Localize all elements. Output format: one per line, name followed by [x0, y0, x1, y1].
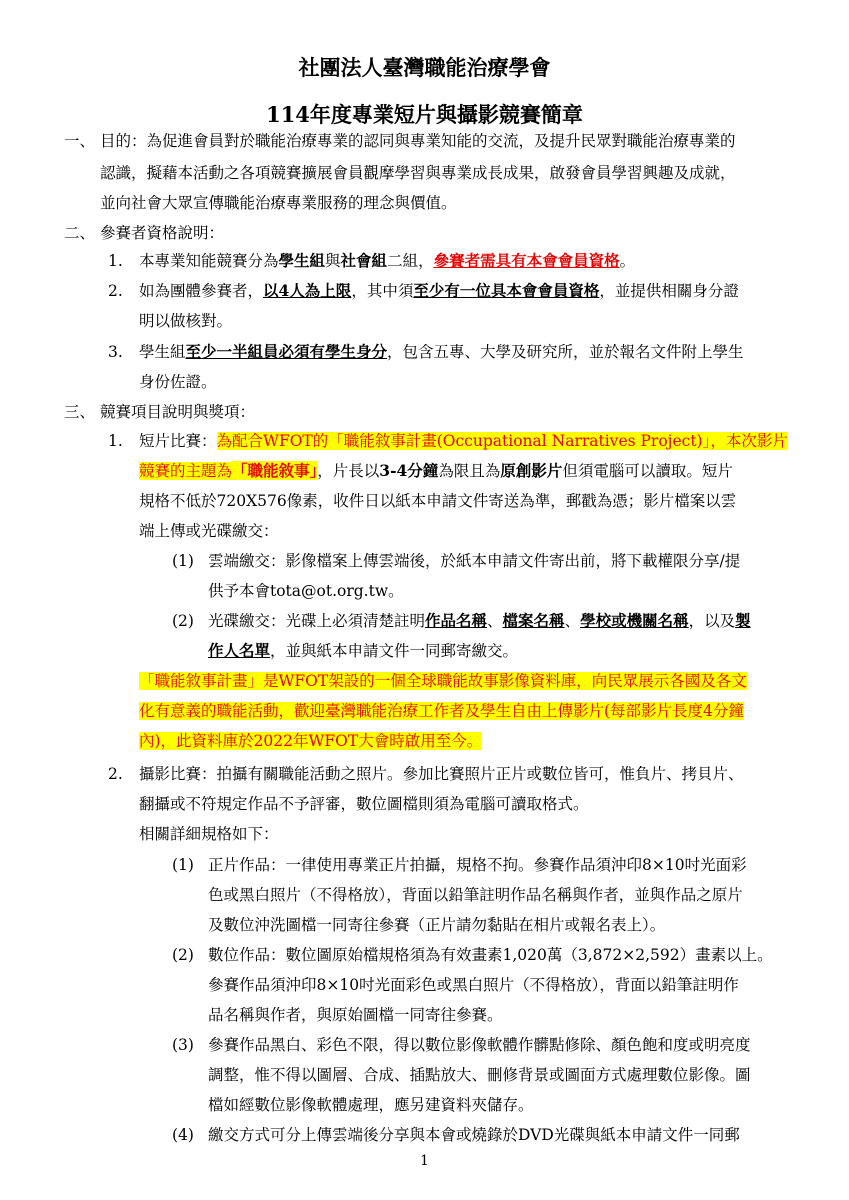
org-title: 社團法人臺灣職能治療學會 [298, 55, 551, 80]
theme-label: 「職能敘事」 [232, 461, 318, 480]
list-item-cont: 端上傳或光碟繳交： [139, 522, 279, 540]
sub-item-cont: 調整，惟不得以圖層、合成、插點放大、刪修背景或圖面方式處理數位影像。圖 [208, 1066, 751, 1084]
section-1-label: 一、 [64, 132, 96, 150]
list-item: 攝影比賽：拍攝有關職能活動之照片。參加比賽照片正片或數位皆可，惟負片、拷貝片、 [139, 765, 744, 783]
sub-item-cont: 色或黑白照片（不得格放），背面以鉛筆註明作品名稱與作者，並與作品之原片 [208, 886, 743, 904]
sub-item-cont: 供予本會tota@ot.org.tw。 [208, 582, 404, 600]
wfot-note: 化有意義的職能活動，歡迎臺灣職能治療工作者及學生自由上傳影片(每部影片長度4分鐘 [139, 702, 744, 720]
section-1-line: 並向社會大眾宣傳職能治療專業服務的理念與價值。 [100, 194, 457, 212]
list-item-cont: 規格不低於720X576像素，收件日以紙本申請文件寄送為準，郵戳為憑；影片檔案以雲 [139, 492, 737, 510]
list-item-cont: 身份佐證。 [139, 373, 217, 391]
sub-item: 參賽作品黑白、彩色不限，得以數位影像軟體作髒點修除、顏色飽和度或明亮度 [208, 1036, 751, 1054]
list-item: 本專業知能競賽分為學生組與社會組二組，參賽者需具有本會會員資格。 [139, 251, 636, 270]
sub-item-number: (1) [172, 552, 194, 570]
sub-item-number: (2) [172, 612, 194, 630]
sub-item-number: (4) [172, 1126, 194, 1144]
sub-item-number: (3) [172, 1036, 194, 1054]
section-3-heading: 競賽項目說明與獎項： [100, 403, 256, 421]
list-item-cont: 明以做核對。 [139, 312, 233, 330]
section-1-line: 目的：為促進會員對於職能治療專業的認同與專業知能的交流，及提升民眾對職能治療專業的 [100, 132, 736, 150]
sub-item: 繳交方式可分上傳雲端後分享與本會或燒錄於DVD光碟與紙本申請文件一同郵 [208, 1126, 740, 1144]
list-item-cont: 翻攝或不符規定作品不予評審，數位圖檔則須為電腦可讀取格式。 [139, 795, 589, 813]
list-item: 短片比賽：為配合WFOT的「職能敘事計畫(Occupational Narratives Project)」，本次影片 [139, 432, 788, 450]
sub-item-cont: 檔如經數位影像軟體處理，應另建資料夾儲存。 [208, 1096, 534, 1114]
doc-title: 114年度專業短片與攝影競賽簡章 [266, 102, 583, 127]
membership-requirement: 參賽者需具有本會會員資格 [433, 251, 620, 270]
page-number: 1 [420, 1153, 429, 1169]
list-number: 1. [108, 252, 123, 270]
sub-item-cont: 及數位沖洗圖檔一同寄往參賽（正片請勿黏貼在相片或報名表上）。 [208, 916, 666, 934]
section-2-heading: 參賽者資格說明： [100, 224, 225, 242]
sub-item: 雲端繳交：影像檔案上傳雲端後，於紙本申請文件寄出前，將下載權限分享/提 [208, 552, 741, 570]
section-2-label: 二、 [64, 224, 96, 242]
list-number: 3. [108, 343, 123, 361]
list-number: 1. [108, 432, 123, 450]
sub-item-cont: 參賽作品須沖印8×10吋光面彩色或黑白照片（不得格放），背面以鉛筆註明作 [208, 976, 739, 994]
wfot-note: 「職能敘事計畫」是WFOT架設的一個全球職能故事影像資料庫，向民眾展示各國及各文 [139, 672, 747, 690]
section-1-line: 認識，擬藉本活動之各項競賽擴展會員觀摩學習與專業成長成果，啟發會員學習興趣及成就， [100, 164, 736, 182]
sub-item: 光碟繳交：光碟上必須清楚註明作品名稱、檔案名稱、學校或機關名稱，以及製 [208, 611, 751, 630]
highlighted-text: 為配合WFOT的「職能敘事計畫(Occupational Narratives Project)」，本次影片 [216, 432, 788, 450]
section-3-label: 三、 [64, 403, 96, 421]
list-item: 學生組至少一半組員必須有學生身分，包含五專、大學及研究所，並於報名文件附上學生 [139, 342, 744, 361]
sub-item-number: (2) [172, 946, 194, 964]
list-item-cont: 競賽的主題為「職能敘事」，片長以3-4分鐘為限且為原創影片但須電腦可以讀取。短片 [139, 461, 733, 480]
list-item-cont: 相關詳細規格如下： [139, 825, 279, 843]
sub-item-cont: 品名稱與作者，與原始圖檔一同寄往參賽。 [208, 1006, 503, 1024]
list-number: 2. [108, 282, 123, 300]
sub-item-cont: 作人名單，並與紙本申請文件一同郵寄繳交。 [208, 641, 519, 660]
sub-item-number: (1) [172, 856, 194, 874]
sub-item: 正片作品：一律使用專業正片拍攝，規格不拘。參賽作品須沖印8×10吋光面彩 [208, 856, 747, 874]
sub-item: 數位作品：數位圖原始檔規格須為有效畫素1,020萬（3,872×2,592）畫素以上。 [208, 946, 773, 964]
wfot-note: 內)，此資料庫於2022年WFOT大會時啟用至今。 [139, 732, 483, 750]
list-item: 如為團體參賽者，以4人為上限，其中須至少有一位具本會會員資格，並提供相關身分證 [139, 281, 739, 300]
list-number: 2. [108, 765, 123, 783]
